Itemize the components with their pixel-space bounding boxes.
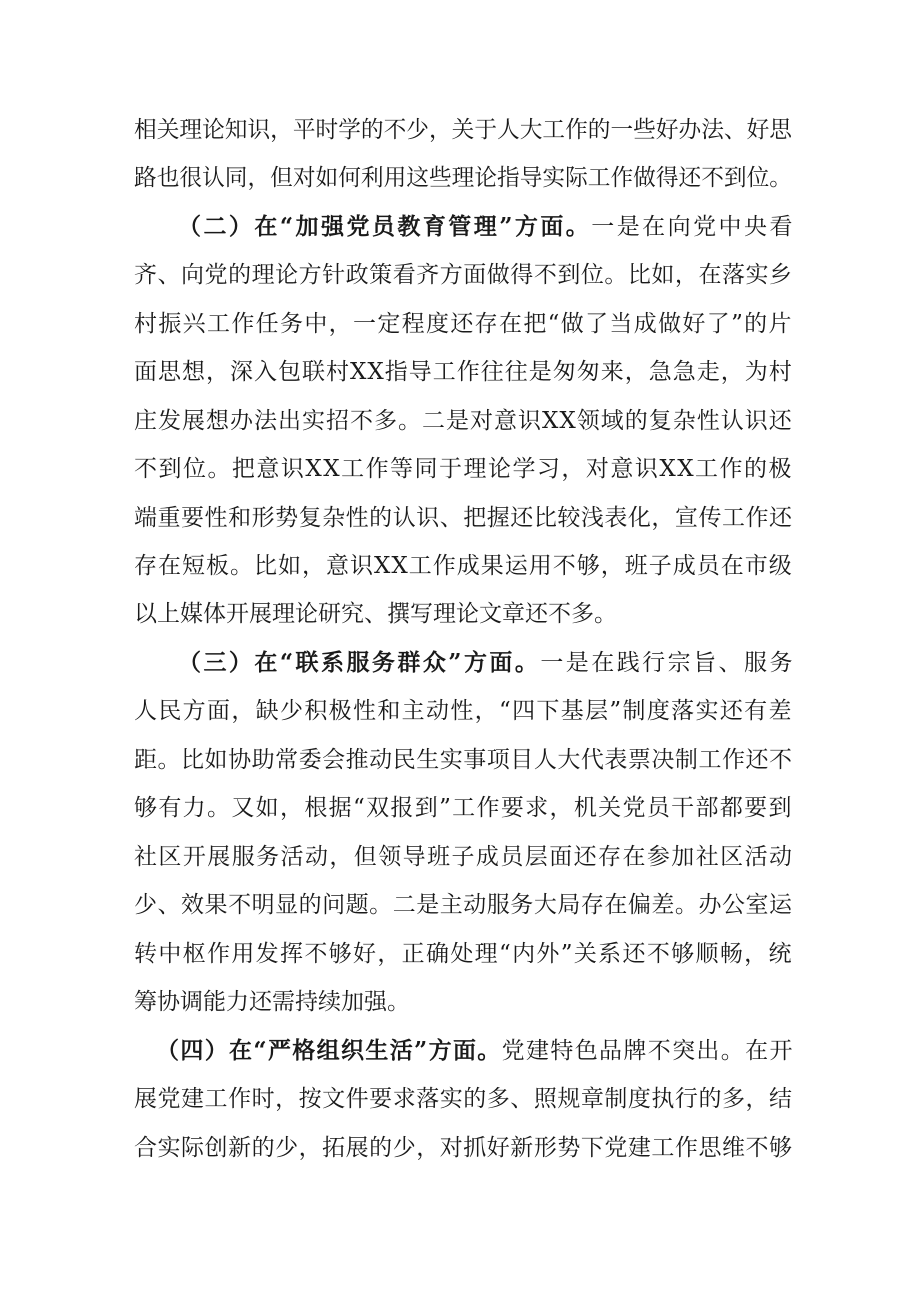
- section-heading-2: （二）在“加强党员教育管理”方面。: [178, 213, 592, 240]
- paragraph-4-line-1: [156, 1037, 794, 1065]
- paragraph-3-line-2: 人民方面，缺少积极性和主动性，“四下基层”制度落实还有差: [134, 698, 793, 724]
- paragraph-2-line-8: 存在短板。比如，意识XX工作成果运用不够，班子成员在市级: [134, 553, 793, 579]
- paragraph-3-line-1: [178, 649, 795, 677]
- paragraph-2-line-9: 以上媒体开展理论研究、撰写理论文章还不多。: [134, 601, 617, 627]
- paragraph-3-line-8: 筹协调能力还需持续加强。: [134, 989, 410, 1015]
- paragraph-1-line-1: 相关理论知识，平时学的不少，关于人大工作的一些好办法、好思: [134, 117, 792, 143]
- paragraph-2-line-1-text: 一是在向党中央看: [591, 214, 795, 240]
- paragraph-2-line-3: 村振兴工作任务中，一定程度还存在把“做了当成做好了”的片: [134, 311, 793, 337]
- paragraph-3-line-7: 转中枢作用发挥不够好，正确处理“内外”关系还不够顺畅，统: [134, 941, 793, 967]
- paragraph-3-line-4: 够有力。又如，根据“双报到”工作要求，机关党员干部都要到: [134, 795, 793, 821]
- paragraph-3-line-6: 少、效果不明显的问题。二是主动服务大局存在偏差。办公室运: [134, 892, 793, 918]
- paragraph-4-line-2: 展党建工作时，按文件要求落实的多、照规章制度执行的多，结: [134, 1086, 793, 1112]
- paragraph-3-line-3: 距。比如协助常委会推动民生实事项目人大代表票决制工作还不: [134, 747, 793, 773]
- paragraph-2-line-5: 庄发展想办法出实招不多。二是对意识XX领域的复杂性认识还: [134, 408, 793, 434]
- section-heading-3: （三）在“联系服务群众”方面。: [178, 649, 541, 676]
- paragraph-4-line-3: 合实际创新的少，拓展的少，对抓好新形势下党建工作思维不够: [134, 1135, 793, 1161]
- section-heading-4: （四）在“严格组织生活”方面。: [156, 1037, 502, 1064]
- paragraph-2-line-4: 面思想，深入包联村XX指导工作往往是匆匆来，急急走，为村: [134, 359, 793, 385]
- paragraph-2-line-6: 不到位。把意识XX工作等同于理论学习，对意识XX工作的极: [134, 456, 793, 482]
- paragraph-1-line-2: 路也很认同，但对如何利用这些理论指导实际工作做得还不到位。: [134, 165, 792, 191]
- paragraph-2-line-7: 端重要性和形势复杂性的认识、把握还比较浅表化，宣传工作还: [134, 505, 793, 531]
- paragraph-4-line-1-text: 党建特色品牌不突出。在开: [501, 1038, 794, 1064]
- paragraph-3-line-5: 社区开展服务活动，但领导班子成员层面还存在参加社区活动: [134, 844, 794, 870]
- paragraph-2-line-2: 齐、向党的理论方针政策看齐方面做得不到位。比如，在落实乡: [134, 262, 793, 288]
- paragraph-2-line-1: [178, 213, 795, 241]
- paragraph-3-line-1-text: 一是在践行宗旨、服务: [540, 650, 795, 676]
